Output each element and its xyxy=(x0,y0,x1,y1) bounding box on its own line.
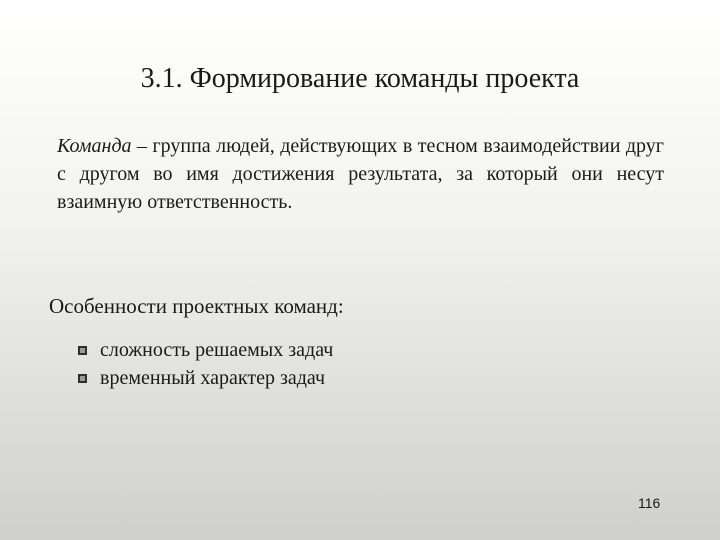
list-item-text: временный характер задач xyxy=(100,367,326,389)
features-heading: Особенности проектных команд: xyxy=(49,294,344,318)
features-list xyxy=(78,336,333,392)
square-bullet-icon xyxy=(78,374,87,383)
list-item xyxy=(78,364,333,392)
list-item xyxy=(78,336,333,364)
definition-paragraph xyxy=(57,132,664,216)
square-bullet-icon xyxy=(78,346,87,355)
definition-term: Команда xyxy=(57,135,132,157)
slide-title: 3.1. Формирование команды проекта xyxy=(140,63,580,94)
list-item-text: сложность решаемых задач xyxy=(100,339,334,361)
definition-text: – группа людей, действующих в тесном взаимодействии друг с другом во имя достижения результата, за который они несут взаимную ответственность. xyxy=(57,135,664,213)
page-number: 116 xyxy=(638,495,661,511)
